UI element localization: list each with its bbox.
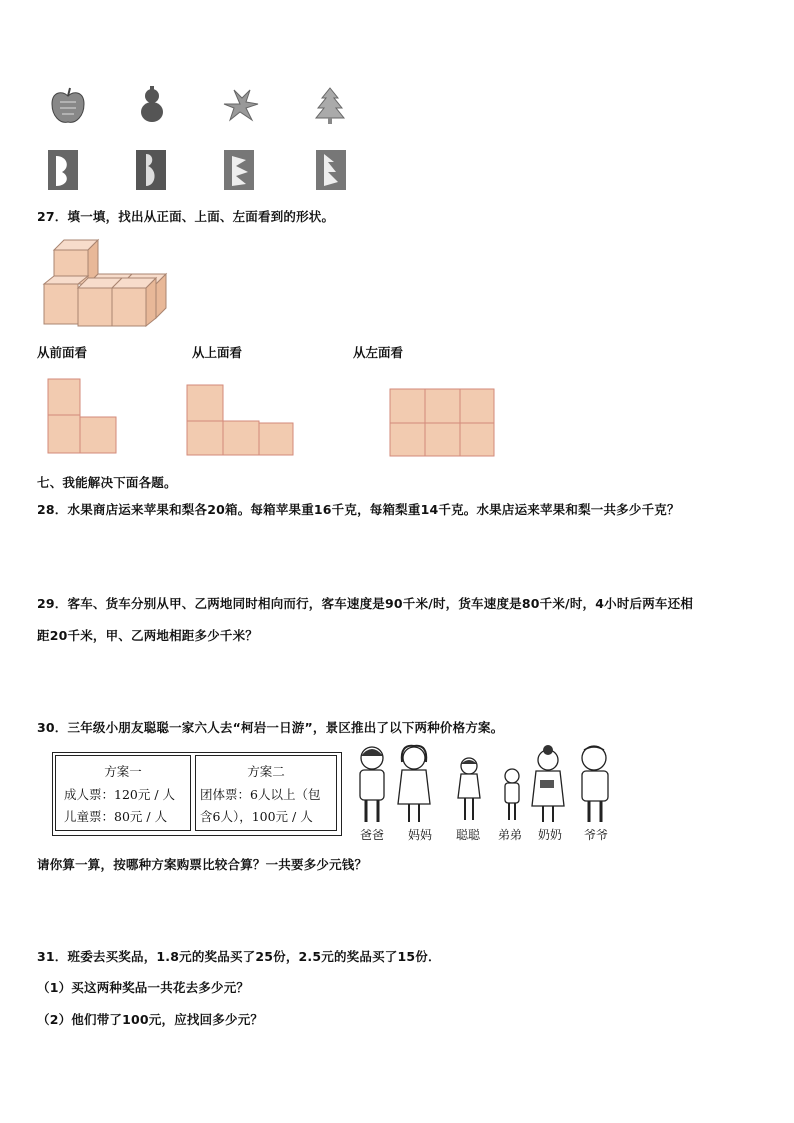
paper-cut-shapes <box>40 84 370 196</box>
family-name-dad: 爸爸 <box>359 828 384 842</box>
section-7-heading: 七、我能解决下面各题。 <box>37 475 177 490</box>
plan-2-title: 方案二 <box>247 764 285 779</box>
label-front-view: 从前面看 <box>37 345 88 360</box>
grandma-figure-icon <box>532 745 564 822</box>
question-30: 30．三年级小朋友聪聪一家六人去“柯岩一日游”，景区推出了以下两种价格方案。 <box>37 720 504 735</box>
question-31: 31．班委去买奖品，1.8元的奖品买了25份，2.5元的奖品买了15份． <box>37 949 441 964</box>
top-view-shape <box>186 384 296 458</box>
plan-1-box <box>55 755 191 831</box>
plan-1-line-1: 成人票：120元 / 人 <box>64 787 176 802</box>
folded-paper-tree-icon <box>316 150 346 190</box>
question-28: 28．水果商店运来苹果和梨各20箱。每箱苹果重16千克，每箱梨重14千克。水果店运来苹果和梨一共多少千克？ <box>37 502 680 517</box>
family-name-grandpa: 爷爷 <box>583 828 608 842</box>
label-left-view: 从左面看 <box>353 345 404 360</box>
gourd-icon <box>141 86 163 122</box>
dad-figure-icon <box>360 747 384 822</box>
family-name-congcong: 聪聪 <box>455 828 480 842</box>
family-name-grandma: 奶奶 <box>537 828 562 842</box>
plan-1-line-2: 儿童票：80元 / 人 <box>64 809 168 824</box>
plan-1-title: 方案一 <box>104 764 142 779</box>
plan-2-box <box>195 755 337 831</box>
flower-icon <box>224 90 258 120</box>
cube-stack-illustration <box>40 236 180 330</box>
grandpa-figure-icon <box>582 746 608 822</box>
mom-figure-icon <box>398 746 430 822</box>
family-name-mom: 妈妈 <box>407 828 432 842</box>
brother-figure-icon <box>505 769 519 820</box>
folded-paper-apple-icon <box>48 150 78 190</box>
label-top-view: 从上面看 <box>192 345 243 360</box>
congcong-figure-icon <box>458 758 480 820</box>
question-30-prompt: 请你算一算，按哪种方案购票比较合算？一共要多少元钱？ <box>37 857 368 872</box>
folded-paper-flower-icon <box>224 150 254 190</box>
question-29-line-1: 29．客车、货车分别从甲、乙两地同时相向而行，客车速度是90千米/时，货车速度是80千米/时，4小时后两车还相 <box>37 596 694 611</box>
question-31-sub-1: （1）买这两种奖品一共花去多少元？ <box>37 980 250 995</box>
family-illustration <box>350 742 620 824</box>
question-27: 27．填一填，找出从正面、上面、左面看到的形状。 <box>37 209 335 224</box>
folded-paper-gourd-icon <box>136 150 166 190</box>
plan-2-line-2: 含6人），100元 / 人 <box>200 809 313 824</box>
left-view-shape <box>389 388 497 458</box>
price-plans-panel <box>52 752 342 836</box>
tree-icon <box>316 88 344 124</box>
plan-2-line-1: 团体票：6人以上（包 <box>200 787 321 802</box>
front-view-shape <box>47 378 119 456</box>
apple-icon <box>52 88 84 122</box>
family-name-brother: 弟弟 <box>497 828 522 842</box>
question-29-line-2: 距20千米，甲、乙两地相距多少千米？ <box>37 628 258 643</box>
question-31-sub-2: （2）他们带了100元，应找回多少元？ <box>37 1012 264 1027</box>
